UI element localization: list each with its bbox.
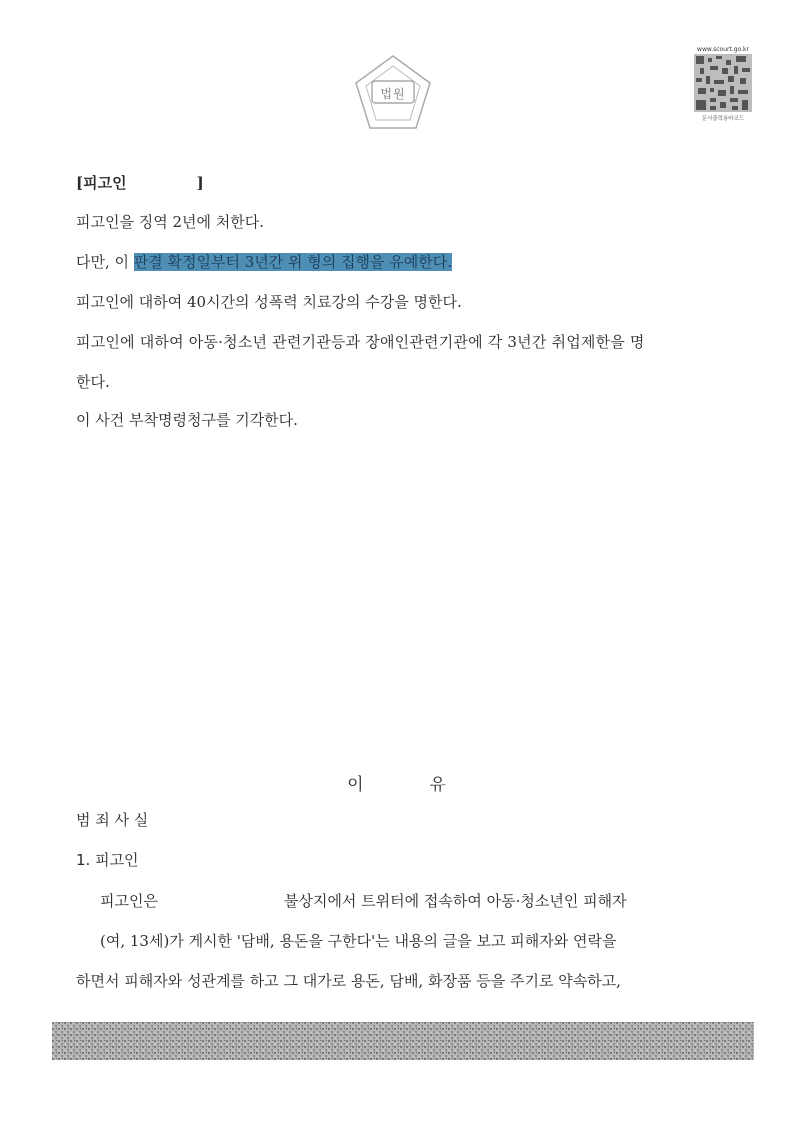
court-url: www.scourt.go.kr [697,46,749,53]
court-seal [352,52,434,134]
paragraph-line-2: (여, 13세)가 게시한 '담배, 용돈을 구한다'는 내용의 글을 보고 피해자와 연락을 [100,932,617,950]
document-barcode [694,54,752,112]
defendant-close: ] [196,174,204,192]
order-line-employment: 피고인에 대하여 아동·청소년 관련기관등과 장애인관련기관에 각 3년간 취업제한을 명 [76,333,645,351]
reasons-title-left: 이 [347,775,364,795]
paragraph-line-1b: 불상지에서 트위터에 접속하여 아동·청소년인 피해자 [283,892,627,910]
paragraph-line-1a: 피고인은 [100,892,158,910]
reasons-title-right: 유 [429,775,446,795]
defendant-label: [피고인 [76,174,127,192]
order-line-probation-prefix: 다만, 이 [76,253,134,271]
order-line-dismissal: 이 사건 부착명령청구를 기각한다. [76,411,298,429]
highlighted-text: 판결 확정일부터 3년간 위 형의 집행을 유예한다. [133,253,453,271]
order-line-sentence: 피고인을 징역 2년에 처한다. [76,213,265,231]
order-line-probation [76,252,452,272]
paragraph-line-1 [100,891,627,911]
section-heading: 범 죄 사 실 [76,811,149,829]
order-line-employment-cont: 한다. [76,373,110,391]
reasons-title [0,770,793,795]
paragraph-line-3: 하면서 피해자와 성관계를 하고 그 대가로 용돈, 담배, 화장품 등을 주기로 약속하고, [76,972,621,990]
seal-text: 법원 [380,87,406,101]
barcode-label: 문서출력용바코드 [701,116,745,122]
scan-artifact [52,1022,754,1060]
defendant-heading [76,173,204,193]
order-line-treatment: 피고인에 대하여 40시간의 성폭력 치료강의 수강을 명한다. [76,293,462,311]
subsection-heading: 1. 피고인 [76,851,139,869]
